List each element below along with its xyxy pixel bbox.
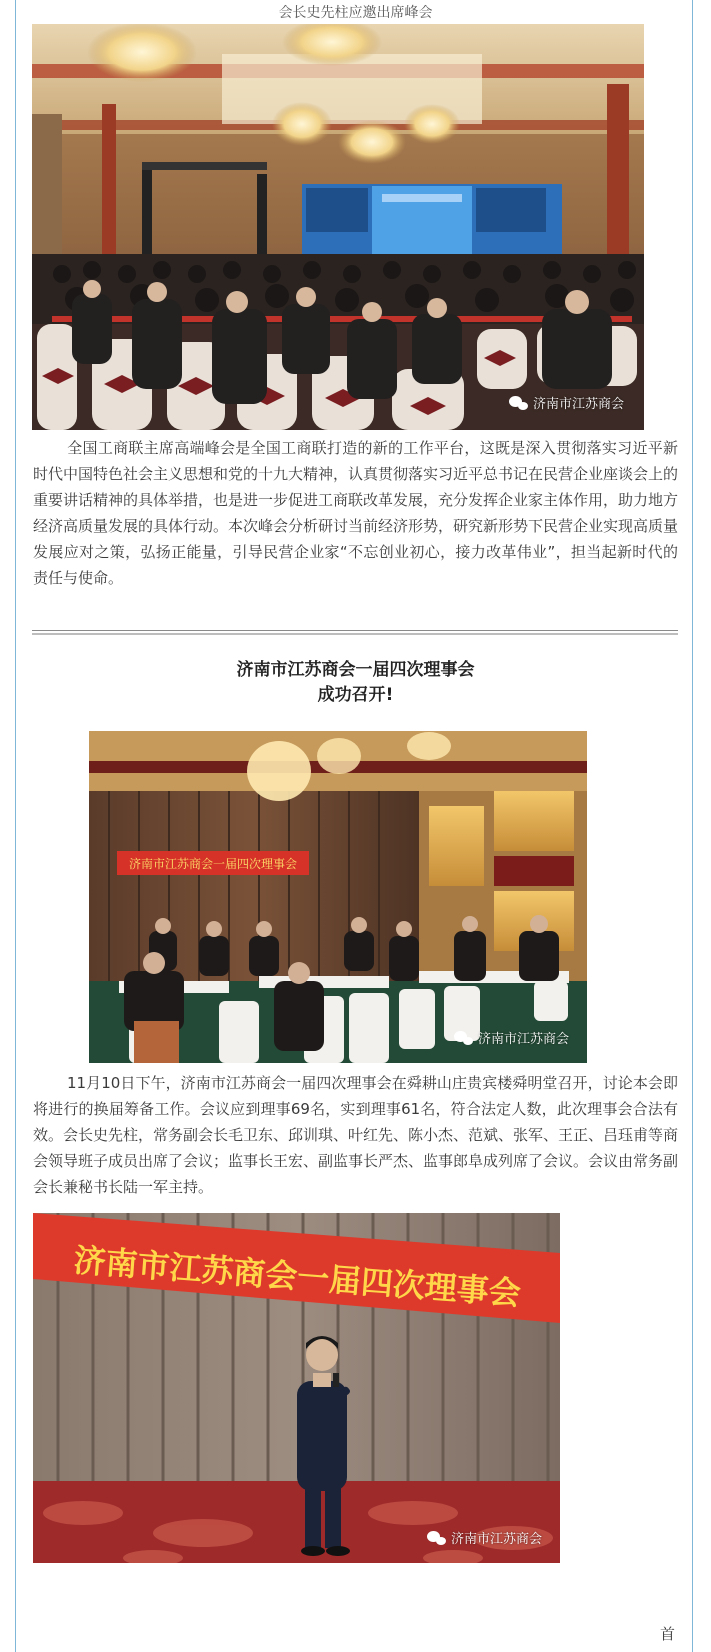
wechat-icon: [509, 395, 529, 411]
home-link[interactable]: 首: [660, 1625, 676, 1643]
section-heading-line2: 成功召开!: [317, 685, 394, 705]
photo2-banner-text: 济南市江苏商会一届四次理事会: [128, 857, 298, 871]
council-meeting-photo: [89, 731, 587, 1063]
photo1-caption: 会长史先柱应邀出席峰会: [278, 5, 433, 21]
council-paragraph-text: 11月10日下午，济南市江苏商会一届四次理事会在舜耕山庄贵宾楼舜明堂召开，讨论本会即将进行的换届筹备工作。会议应到理事69名，实到理事61名，符合法定人数，此次理事会合法有效。会长史先柱，常务副会长毛卫东、邱训琪、叶红先、陈小杰、范斌、张军、王正、吕珏甫等商会领导班子成员出席了会议；监事长王宏、副监事长严杰、监事郎阜成列席了会议。会议由常务副会长兼秘书长陆一军主持。: [33, 1074, 679, 1196]
section-divider: [32, 630, 678, 635]
photo3-watermark-text: 济南市江苏商会: [450, 1532, 542, 1547]
summit-paragraph: [33, 435, 678, 591]
council-paragraph: [33, 1070, 678, 1200]
photo2-watermark: [454, 1028, 569, 1047]
wechat-icon: [427, 1530, 447, 1546]
speaker-photo: [33, 1213, 560, 1563]
summit-photo: [32, 24, 644, 430]
wechat-icon: [454, 1030, 474, 1046]
section-heading-line1: 济南市江苏商会一届四次理事会: [236, 660, 475, 680]
photo1-watermark-text: 济南市江苏商会: [532, 397, 624, 412]
photo2-watermark-text: 济南市江苏商会: [477, 1032, 569, 1047]
summit-paragraph-text: 全国工商联主席高端峰会是全国工商联打造的新的工作平台，这既是深入贯彻落实习近平新时代中国特色社会主义思想和党的十九大精神，认真贯彻落实习近平总书记在民营企业座谈会上的重要讲话精神的具体举措，也是进一步促进工商联改革发展，充分发挥企业家主体作用，助力地方经济高质量发展的具体行动。本次峰会分析研讨当前经济形势，研究新形势下民营企业实现高质量发展应对之策，弘扬正能量，引导民营企业家“不忘创业初心，接力改革伟业”，担当起新时代的责任与使命。: [33, 439, 679, 587]
photo1-watermark: [509, 393, 624, 412]
photo3-banner-text: 济南市江苏商会一届四次理事会: [72, 1241, 523, 1313]
photo3-watermark: [427, 1528, 542, 1547]
section-heading: [0, 658, 711, 708]
